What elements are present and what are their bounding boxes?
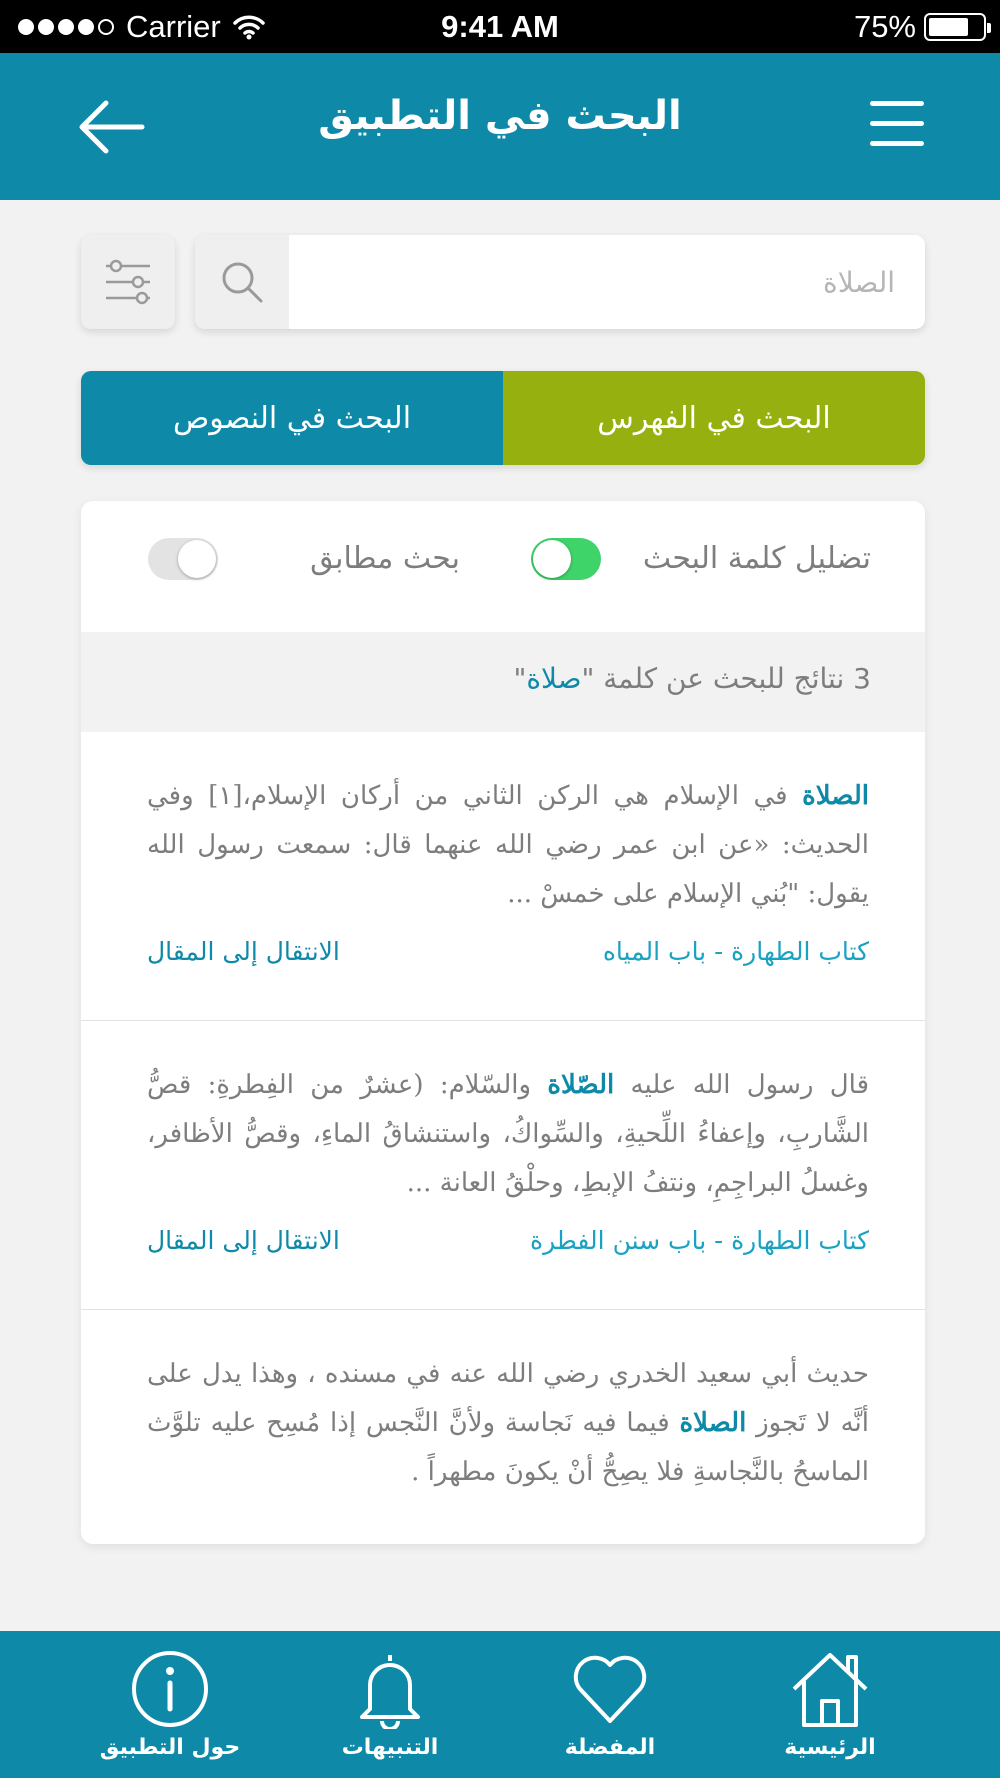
arrow-left-icon: [76, 97, 146, 157]
battery-icon: [924, 13, 986, 41]
signal-icon: [18, 19, 114, 35]
highlight-label: تضليل كلمة البحث: [642, 541, 871, 576]
results-summary: 3 نتائج للبحث عن كلمة "صلاة": [81, 632, 925, 732]
hamburger-line: [870, 121, 924, 126]
wifi-icon: [233, 14, 265, 40]
bell-icon: [350, 1649, 430, 1729]
hamburger-line: [870, 141, 924, 146]
status-time: 9:41 AM: [441, 8, 559, 44]
tab-search-index[interactable]: البحث في الفهرس: [503, 371, 925, 465]
nav-favorites[interactable]: [505, 1631, 715, 1778]
go-to-article-link[interactable]: الانتقال إلى المقال: [147, 937, 340, 966]
result-source-link[interactable]: كتاب الطهارة - باب سنن الفطرة: [530, 1226, 869, 1255]
heart-icon: [570, 1649, 650, 1729]
status-right: [854, 9, 986, 45]
search-row: [81, 235, 925, 329]
nav-home-label: الرئيسية: [784, 1735, 876, 1760]
status-bar: [0, 0, 1000, 53]
search-options: [81, 501, 925, 632]
menu-button[interactable]: [870, 101, 924, 153]
nav-home[interactable]: [725, 1631, 935, 1778]
carrier-label: Carrier: [126, 8, 221, 44]
tab-search-texts[interactable]: البحث في النصوص: [81, 371, 503, 465]
result-item: [81, 1310, 925, 1544]
home-icon: [790, 1649, 870, 1729]
page-title: البحث في التطبيق: [318, 93, 682, 139]
nav-favorites-label: المفضلة: [564, 1735, 656, 1760]
result-item: [81, 732, 925, 1021]
nav-about-label: حول التطبيق: [99, 1735, 241, 1760]
summary-keyword: صلاة: [526, 662, 582, 695]
result-text: الصلاة في الإسلام هي الركن الثاني من أركان الإسلام،[١] وفي الحديث: «عن ابن عمر رضي الله عنهما قال: سمعت رسول الله يقول: "بُني الإسلام على خمسْ ...: [147, 781, 869, 909]
search-button[interactable]: [195, 235, 289, 329]
app-header: [0, 53, 1000, 200]
exact-search-label: بحث مطابق: [310, 541, 460, 576]
back-button[interactable]: [76, 97, 146, 157]
exact-search-toggle[interactable]: [148, 538, 218, 580]
results-card: [81, 501, 925, 1544]
result-text: حديث أبي سعيد الخدري رضي الله عنه في مسنده ، وهذا يدل على أنَّه لا تَجوز الصلاة فيما فيه نَجاسة ولأنَّ النَّجس إذا مُسِح عليه تلوَّث الماسحُ بالنَّجاسةِ فلا يصِحُّ أنْ يكونَ مطهراً .: [147, 1359, 869, 1487]
hamburger-line: [870, 101, 924, 106]
nav-notifications-label: التنبيهات: [341, 1735, 439, 1760]
battery-percent: 75%: [853, 8, 916, 44]
bottom-nav: [0, 1631, 1000, 1778]
result-keyword: الصّلاة: [547, 1070, 615, 1100]
status-left: [18, 9, 265, 45]
nav-notifications[interactable]: [285, 1631, 495, 1778]
result-keyword: الصلاة: [679, 1408, 747, 1438]
go-to-article-link[interactable]: الانتقال إلى المقال: [147, 1226, 340, 1255]
info-icon: [130, 1649, 210, 1729]
search-box: [195, 235, 925, 329]
result-item: [81, 1021, 925, 1310]
highlight-toggle[interactable]: [531, 538, 601, 580]
filter-button[interactable]: [81, 235, 175, 329]
search-input[interactable]: [295, 235, 895, 329]
result-text: قال رسول الله عليه الصّلاة والسّلام: (عشرٌ من الفِطرةِ: قصُّ الشَّاربِ، وإعفاءُ اللِّحيةِ، والسِّواكُ، واستنشاقُ الماءِ، وقصُّ الأظافر، وغسلُ البراجِمِ، ونتفُ الإبطِ، وحلْقُ العانة ...: [147, 1070, 870, 1198]
search-icon: [220, 260, 264, 304]
result-keyword: الصلاة: [802, 781, 869, 811]
sliders-icon: [102, 256, 154, 308]
summary-text: 3 نتائج للبحث عن كلمة: [594, 662, 871, 695]
search-mode-tabs: [81, 371, 925, 465]
result-source-link[interactable]: كتاب الطهارة - باب المياه: [602, 937, 869, 966]
nav-about[interactable]: [65, 1631, 275, 1778]
